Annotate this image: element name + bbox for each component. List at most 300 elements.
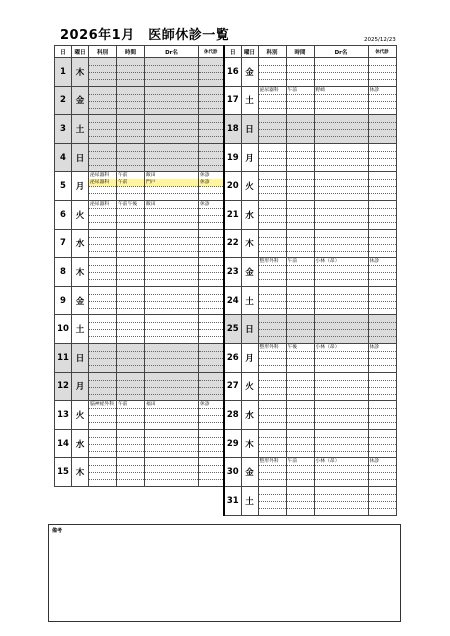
entry-line [259, 508, 286, 515]
doctor-cell [145, 229, 199, 258]
time-cell [286, 172, 314, 201]
weekday: 金 [72, 86, 89, 115]
day-row [224, 172, 396, 201]
doctor-cell [314, 86, 368, 115]
day-row [55, 286, 224, 315]
dept-cell [89, 86, 117, 115]
day-number: 19 [224, 143, 241, 172]
entry-line [287, 251, 314, 258]
day-row [55, 343, 224, 372]
entry-line [287, 365, 314, 372]
entry-line [315, 222, 368, 229]
time-cell [286, 258, 314, 287]
type-cell [199, 286, 224, 315]
day-row [224, 458, 396, 487]
entry-type: 休診 [199, 172, 223, 180]
day-number: 3 [55, 115, 72, 144]
doctor-cell [314, 372, 368, 401]
entry-line [287, 108, 314, 115]
time-cell [286, 429, 314, 458]
day-number: 5 [55, 172, 72, 201]
entry-line [315, 136, 368, 143]
day-number: 23 [224, 258, 241, 287]
header-row [55, 46, 224, 58]
time-cell [117, 286, 145, 315]
page-title: 2026年1月 医師休診一覧 [60, 28, 230, 43]
doctor-cell [314, 115, 368, 144]
day-row [224, 143, 396, 172]
day-row [55, 458, 224, 487]
weekday: 木 [241, 229, 258, 258]
entry-line [117, 479, 144, 486]
entry-time: 午後 [287, 344, 314, 352]
dept-cell [89, 115, 117, 144]
day-number: 6 [55, 200, 72, 229]
notes-box [48, 524, 401, 622]
entry-line [259, 422, 286, 429]
type-cell [368, 401, 396, 430]
entry-line [315, 451, 368, 458]
day-number: 13 [55, 401, 72, 430]
entry-line [199, 365, 223, 372]
entry-line [199, 422, 223, 429]
doctor-cell [314, 315, 368, 344]
entry-line [369, 308, 396, 315]
day-number: 22 [224, 229, 241, 258]
time-cell [117, 429, 145, 458]
dept-cell [89, 172, 117, 201]
entry-line [145, 336, 198, 343]
time-cell [117, 458, 145, 487]
dept-cell [89, 286, 117, 315]
entry-line [117, 422, 144, 429]
header-type [199, 46, 224, 58]
header-weekday-label: 曜日 [74, 49, 86, 56]
entry-line [199, 479, 223, 486]
type-cell [368, 172, 396, 201]
time-cell [286, 286, 314, 315]
dept-cell [89, 200, 117, 229]
doctor-cell [314, 258, 368, 287]
entry-line [369, 108, 396, 115]
day-row [55, 372, 224, 401]
entry-line [369, 394, 396, 401]
entry-line [315, 365, 368, 372]
type-cell [199, 86, 224, 115]
entry-line [369, 422, 396, 429]
dept-cell [258, 172, 286, 201]
doctor-cell [145, 143, 199, 172]
header-dept [89, 46, 117, 58]
entry-line [315, 508, 368, 515]
entry-line [199, 193, 223, 200]
day-row [55, 229, 224, 258]
entry-line [117, 308, 144, 315]
time-cell [286, 315, 314, 344]
type-cell [368, 143, 396, 172]
entry-line [287, 136, 314, 143]
weekday: 日 [72, 143, 89, 172]
entry-line [145, 136, 198, 143]
entry-line [89, 479, 116, 486]
entry-line [287, 508, 314, 515]
dept-cell [89, 258, 117, 287]
entry-line [315, 394, 368, 401]
weekday: 水 [72, 429, 89, 458]
left-table-body [55, 46, 224, 487]
entry-line [315, 108, 368, 115]
day-number: 31 [224, 486, 241, 515]
time-cell [286, 458, 314, 487]
weekday: 月 [241, 143, 258, 172]
weekday: 水 [241, 401, 258, 430]
entry-doctor: 福田 [145, 401, 198, 409]
dept-cell [258, 486, 286, 515]
entry-line [117, 394, 144, 401]
entry-dept: 泌尿器科 [259, 87, 286, 95]
dept-cell [258, 229, 286, 258]
dept-cell [89, 401, 117, 430]
time-cell [286, 343, 314, 372]
entry-line [287, 336, 314, 343]
time-cell [117, 258, 145, 287]
day-number: 29 [224, 429, 241, 458]
entry-line [89, 165, 116, 172]
entry-line [287, 451, 314, 458]
entry-line [287, 79, 314, 86]
entry-dept: 泌尿器科 [89, 201, 116, 209]
entry-line [89, 394, 116, 401]
entry-line [117, 251, 144, 258]
entry-line [199, 79, 223, 86]
weekday: 火 [72, 200, 89, 229]
type-cell [368, 286, 396, 315]
day-number: 24 [224, 286, 241, 315]
entry-line [259, 308, 286, 315]
entry-line [199, 165, 223, 172]
day-number: 4 [55, 143, 72, 172]
day-row [224, 229, 396, 258]
header-doctor [145, 46, 199, 58]
time-cell [117, 343, 145, 372]
doctor-cell [314, 343, 368, 372]
entry-line [199, 251, 223, 258]
day-row [55, 258, 224, 287]
weekday: 金 [241, 458, 258, 487]
time-cell [286, 401, 314, 430]
entry-line [369, 365, 396, 372]
header-type [368, 46, 396, 58]
doctor-cell [314, 229, 368, 258]
day-row [55, 172, 224, 201]
day-number: 16 [224, 58, 241, 87]
weekday: 土 [72, 315, 89, 344]
weekday: 木 [241, 429, 258, 458]
entry-line [89, 193, 116, 200]
weekday: 木 [72, 258, 89, 287]
doctor-cell [314, 286, 368, 315]
dept-cell [258, 115, 286, 144]
entry-line [89, 79, 116, 86]
entry-doctor: 小林（昂） [315, 458, 368, 466]
weekday: 月 [72, 372, 89, 401]
day-row [224, 200, 396, 229]
right-table-body [224, 46, 396, 516]
entry-time: 午前 [287, 87, 314, 95]
type-cell [199, 58, 224, 87]
dept-cell [258, 429, 286, 458]
dept-cell [89, 229, 117, 258]
day-row [224, 286, 396, 315]
entry-line [89, 422, 116, 429]
type-cell [368, 458, 396, 487]
doctor-cell [145, 286, 199, 315]
doctor-cell [314, 172, 368, 201]
entry-line [259, 451, 286, 458]
dept-cell [258, 286, 286, 315]
entry-dept: 泌尿器科 [89, 179, 116, 187]
doctor-cell [314, 401, 368, 430]
type-cell [199, 458, 224, 487]
entry-line [315, 165, 368, 172]
entry-line [287, 165, 314, 172]
entry-line [117, 336, 144, 343]
dept-cell [258, 143, 286, 172]
entry-line [315, 479, 368, 486]
time-cell [117, 372, 145, 401]
entry-line [259, 279, 286, 286]
time-cell [286, 486, 314, 515]
day-number: 9 [55, 286, 72, 315]
doctor-cell [314, 458, 368, 487]
time-cell [286, 143, 314, 172]
time-cell [286, 372, 314, 401]
type-cell [368, 343, 396, 372]
entry-line [287, 279, 314, 286]
day-row [224, 315, 396, 344]
header-weekday [72, 46, 89, 58]
entry-line [145, 79, 198, 86]
dept-cell [258, 315, 286, 344]
dept-cell [258, 401, 286, 430]
entry-time: 午前 [117, 172, 144, 180]
type-cell [199, 229, 224, 258]
day-row [55, 429, 224, 458]
type-cell [368, 115, 396, 144]
entry-line [145, 394, 198, 401]
header-type-label: 休代診 [204, 49, 218, 55]
day-row [55, 115, 224, 144]
day-number: 1 [55, 58, 72, 87]
entry-line [315, 308, 368, 315]
type-cell [199, 401, 224, 430]
doctor-cell [145, 200, 199, 229]
entry-line [145, 279, 198, 286]
entry-line [145, 165, 198, 172]
weekday: 土 [72, 115, 89, 144]
entry-time: 午前 [287, 258, 314, 266]
entry-line [259, 222, 286, 229]
day-number: 27 [224, 372, 241, 401]
dept-cell [258, 200, 286, 229]
doctor-cell [145, 372, 199, 401]
time-cell [117, 172, 145, 201]
entry-line [369, 222, 396, 229]
header-day-label: 日 [60, 49, 66, 56]
weekday: 火 [72, 401, 89, 430]
dept-cell [258, 258, 286, 287]
entry-line [369, 279, 396, 286]
entry-line [89, 451, 116, 458]
type-cell [368, 229, 396, 258]
weekday: 土 [241, 486, 258, 515]
entry-line [145, 108, 198, 115]
entry-doctor: 小林（昂） [315, 258, 368, 266]
entry-line [199, 394, 223, 401]
day-row [224, 429, 396, 458]
doctor-cell [314, 429, 368, 458]
day-row [55, 401, 224, 430]
entry-line [369, 165, 396, 172]
dept-cell [258, 458, 286, 487]
dept-cell [89, 315, 117, 344]
entry-type: 休診 [369, 258, 396, 266]
time-cell [117, 86, 145, 115]
entry-line [145, 422, 198, 429]
entry-dept: 泌尿器科 [89, 172, 116, 180]
entry-line [287, 222, 314, 229]
entry-line [89, 308, 116, 315]
entry-line [145, 308, 198, 315]
day-row [224, 486, 396, 515]
day-number: 10 [55, 315, 72, 344]
day-row [224, 115, 396, 144]
weekday: 金 [241, 258, 258, 287]
entry-type: 休診 [369, 87, 396, 95]
entry-line [315, 279, 368, 286]
entry-type: 休診 [369, 458, 396, 466]
notes-label: 備考 [52, 528, 63, 534]
time-cell [286, 58, 314, 87]
time-cell [286, 200, 314, 229]
weekday: 日 [72, 343, 89, 372]
weekday: 日 [241, 315, 258, 344]
dept-cell [258, 58, 286, 87]
schedule-table-left [54, 45, 225, 487]
header-dept-label: 科別 [96, 49, 108, 56]
type-cell [368, 200, 396, 229]
entry-line [259, 251, 286, 258]
day-number: 17 [224, 86, 241, 115]
entry-line [89, 336, 116, 343]
entry-line [259, 79, 286, 86]
doctor-cell [314, 200, 368, 229]
time-cell [117, 200, 145, 229]
entry-doctor: 門戸 [145, 179, 198, 187]
type-cell [368, 372, 396, 401]
day-row [224, 86, 396, 115]
day-row [55, 143, 224, 172]
header-doctor-label: Dr名 [334, 49, 348, 56]
entry-line [145, 193, 198, 200]
type-cell [368, 486, 396, 515]
day-number: 12 [55, 372, 72, 401]
entry-line [89, 222, 116, 229]
entry-line [287, 394, 314, 401]
dept-cell [89, 372, 117, 401]
doctor-cell [314, 58, 368, 87]
weekday: 月 [241, 343, 258, 372]
entry-line [117, 279, 144, 286]
weekday: 日 [241, 115, 258, 144]
entry-line [117, 193, 144, 200]
weekday: 土 [241, 286, 258, 315]
day-row [224, 343, 396, 372]
header-day [224, 46, 241, 58]
entry-type: 休診 [199, 201, 223, 209]
doctor-cell [145, 86, 199, 115]
weekday: 金 [72, 286, 89, 315]
entry-line [369, 508, 396, 515]
type-cell [199, 115, 224, 144]
entry-time: 午前 [117, 179, 144, 187]
entry-line [145, 365, 198, 372]
time-cell [286, 115, 314, 144]
entry-type: 休診 [199, 179, 223, 187]
entry-line [145, 251, 198, 258]
doctor-cell [145, 315, 199, 344]
entry-line [117, 79, 144, 86]
entry-line [259, 165, 286, 172]
day-number: 28 [224, 401, 241, 430]
entry-time: 午前 [117, 401, 144, 409]
entry-doctor: 飯田 [145, 201, 198, 209]
entry-dept: 整形外科 [259, 458, 286, 466]
time-cell [286, 86, 314, 115]
doctor-cell [314, 486, 368, 515]
entry-type: 休診 [369, 344, 396, 352]
time-cell [117, 401, 145, 430]
weekday: 金 [241, 58, 258, 87]
type-cell [199, 258, 224, 287]
dept-cell [89, 143, 117, 172]
time-cell [117, 315, 145, 344]
header-time [286, 46, 314, 58]
doctor-cell [145, 58, 199, 87]
print-date: 2025/12/23 [364, 37, 396, 43]
entry-line [259, 336, 286, 343]
entry-line [369, 79, 396, 86]
entry-line [259, 108, 286, 115]
entry-line [287, 308, 314, 315]
time-cell [286, 229, 314, 258]
header-weekday [241, 46, 258, 58]
entry-line [89, 108, 116, 115]
entry-dept: 整形外科 [259, 344, 286, 352]
entry-line [117, 108, 144, 115]
entry-dept: 整形外科 [259, 258, 286, 266]
header-time-label: 時間 [124, 49, 136, 56]
entry-line [199, 222, 223, 229]
entry-doctor: 飯田 [145, 172, 198, 180]
entry-time: 午前午後 [117, 201, 144, 209]
weekday: 土 [241, 86, 258, 115]
entry-line [287, 422, 314, 429]
header-dept [258, 46, 286, 58]
header-time [117, 46, 145, 58]
day-number: 11 [55, 343, 72, 372]
doctor-cell [145, 343, 199, 372]
